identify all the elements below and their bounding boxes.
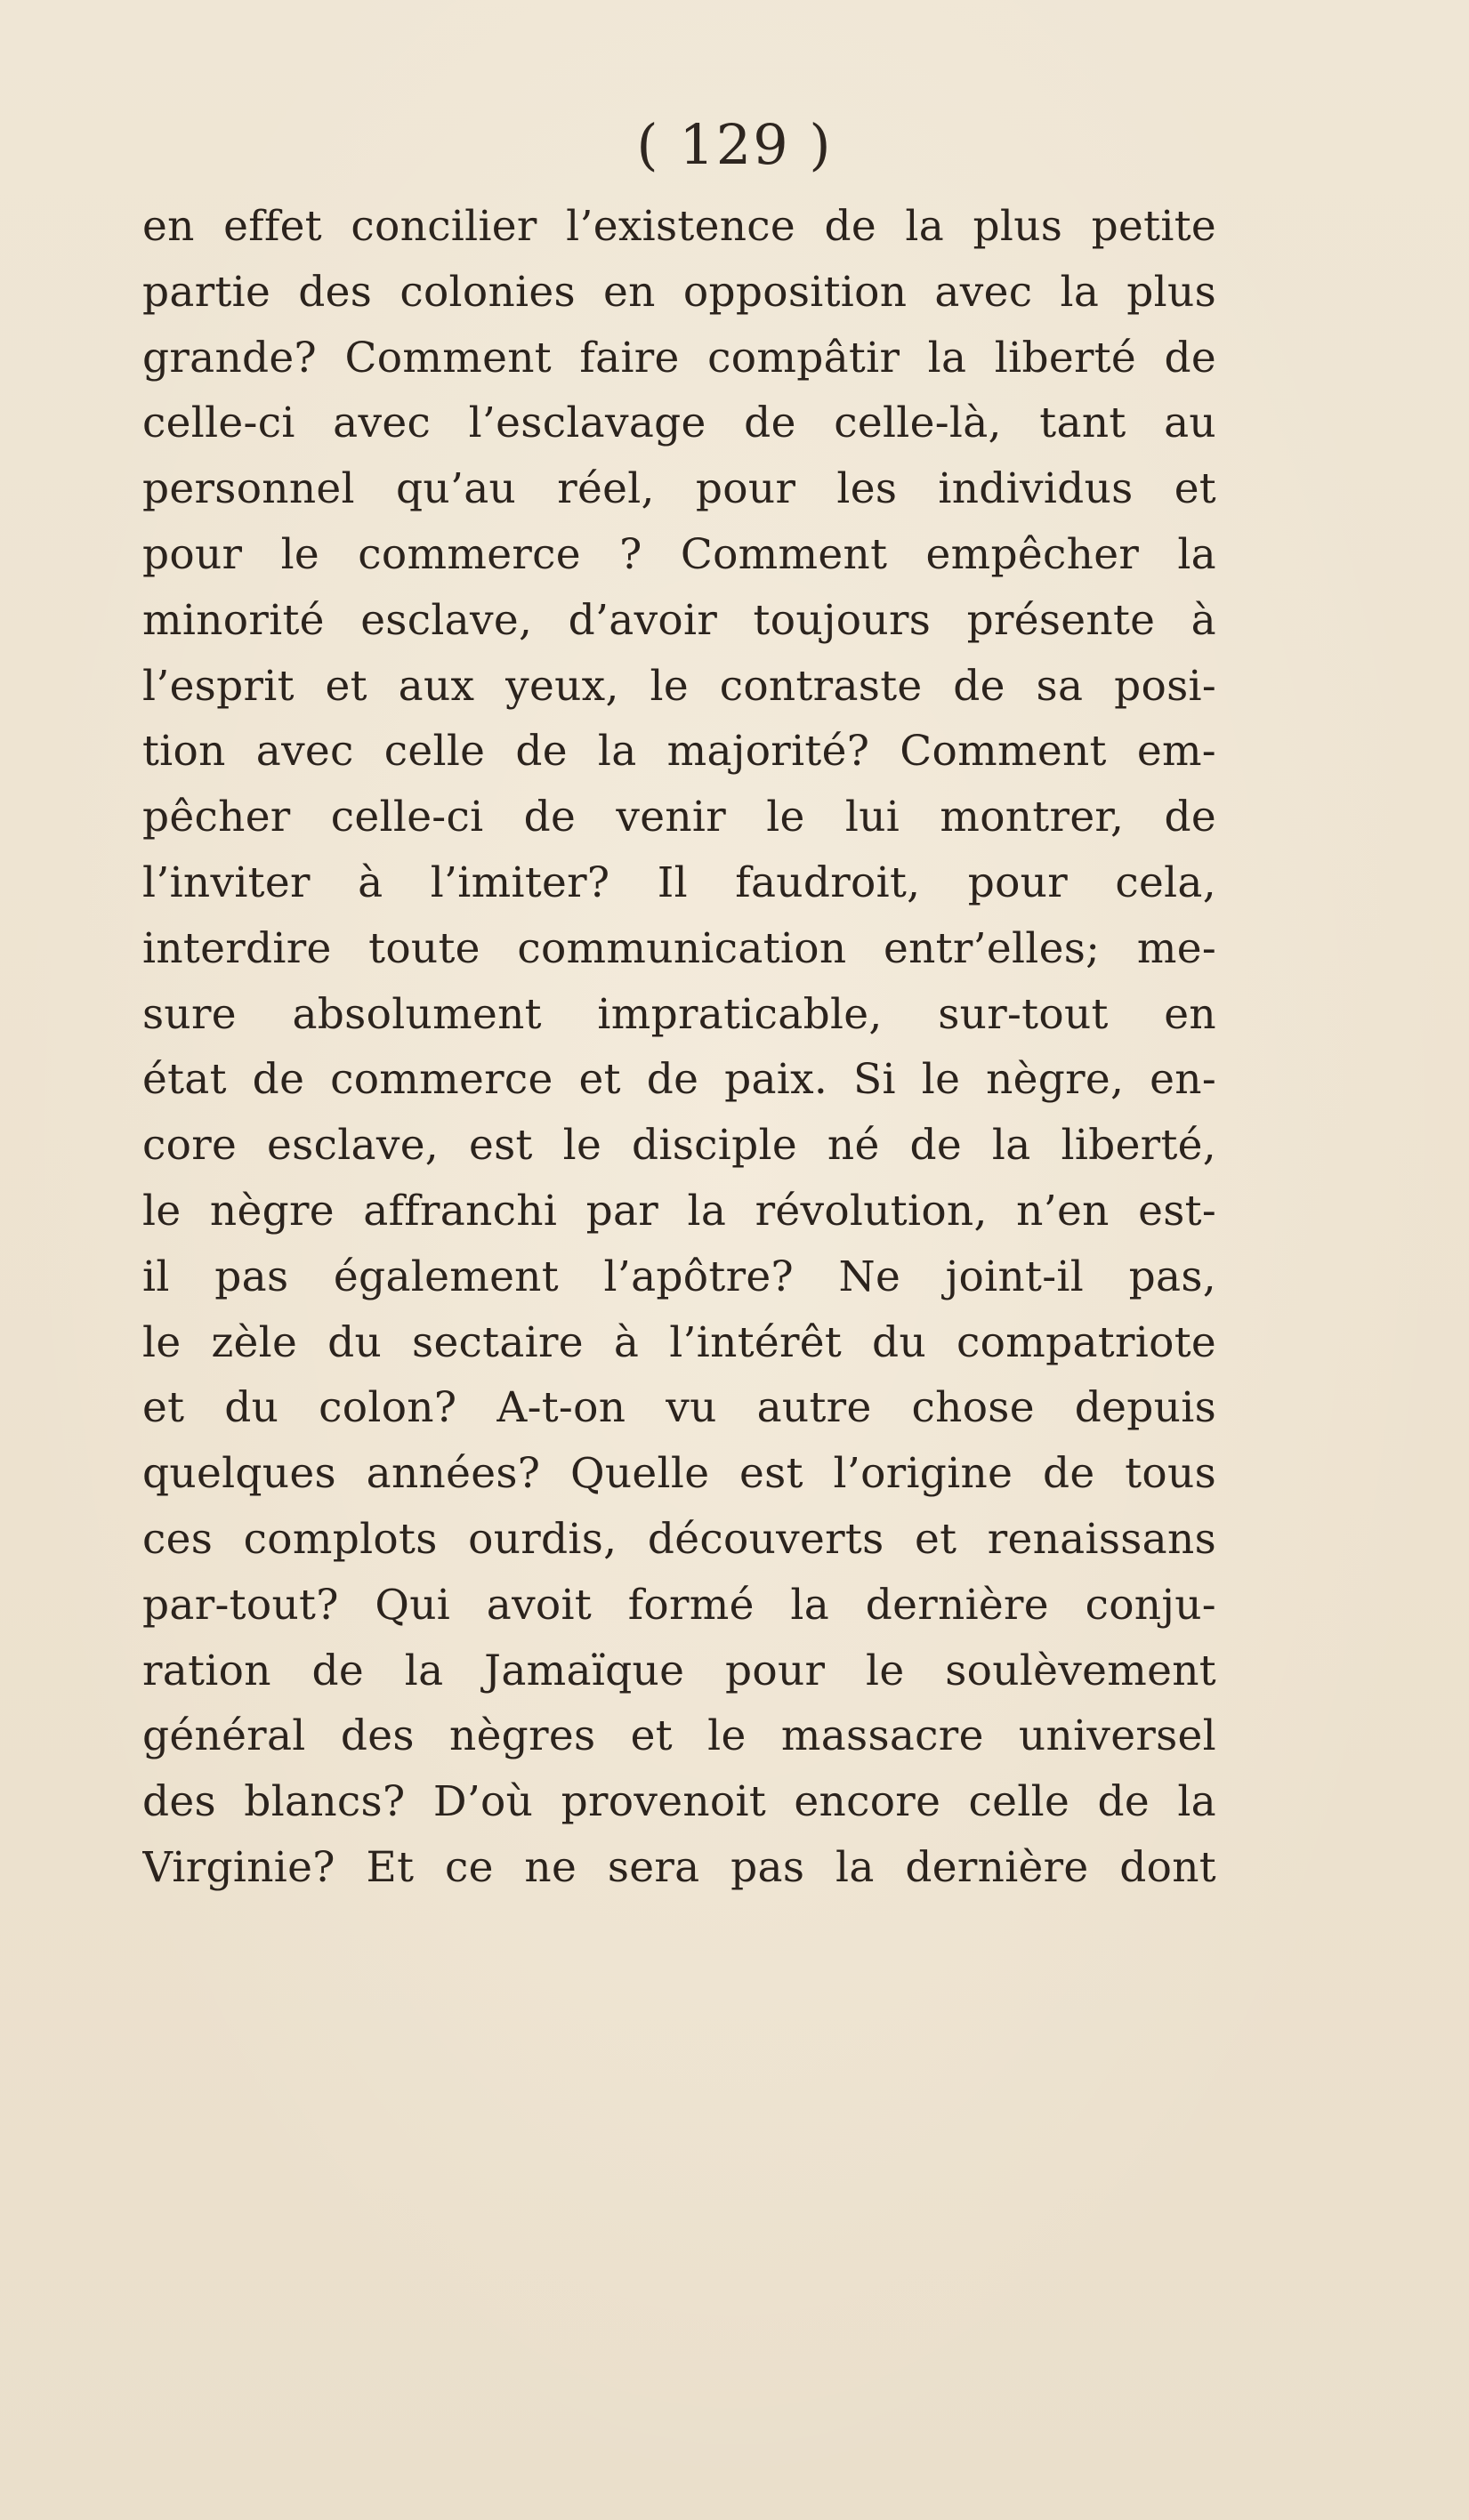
text-line: le zèle du sectaire à l’intérêt du compatriote [142,1317,1216,1367]
text-line: le nègre affranchi par la révolution, n’en est- [142,1186,1216,1236]
text-line: quelques années? Quelle est l’origine de tous [142,1449,1216,1499]
text-line: et du colon? A-t-on vu autre chose depuis [142,1383,1216,1433]
text-line: sure absolument impraticable, sur-tout en [142,989,1216,1039]
text-line: pour le commerce ? Comment empêcher la [142,529,1216,579]
text-line: l’esprit et aux yeux, le contraste de sa posi- [142,661,1216,711]
text-line: état de commerce et de paix. Si le nègre, en- [142,1055,1216,1105]
text-line: ces complots ourdis, découverts et renaissans [142,1514,1216,1564]
page-number: ( 129 ) [636,112,833,177]
text-line: ration de la Jamaïque pour le soulèvement [142,1646,1216,1695]
text-line: minorité esclave, d’avoir toujours présente à [142,595,1216,645]
text-line: l’inviter à l’imiter? Il faudroit, pour cela, [142,857,1216,907]
text-line: tion avec celle de la majorité? Comment em- [142,727,1216,777]
text-line: pêcher celle-ci de venir le lui montrer, de [142,793,1216,842]
text-line: Virginie? Et ce ne sera pas la dernière dont [142,1842,1216,1892]
text-line: interdire toute communication entr’elles; me- [142,923,1216,973]
text-line: général des nègres et le massacre universel [142,1711,1216,1761]
text-line: grande? Comment faire compâtir la liberté de [142,333,1216,382]
text-line: il pas également l’apôtre? Ne joint-il pas, [142,1252,1216,1301]
text-line: en effet concilier l’existence de la plus petite [142,202,1216,251]
text-line: des blancs? D’où provenoit encore celle de la [142,1777,1216,1827]
text-line: personnel qu’au réel, pour les individus et [142,464,1216,514]
text-line: par-tout? Qui avoit formé la dernière conju- [142,1580,1216,1630]
text-line: partie des colonies en opposition avec la plus [142,267,1216,317]
text-line: celle-ci avec l’esclavage de celle-là, tant au [142,399,1216,448]
text-line: core esclave, est le disciple né de la liberté, [142,1121,1216,1171]
body-text [142,194,1216,1901]
